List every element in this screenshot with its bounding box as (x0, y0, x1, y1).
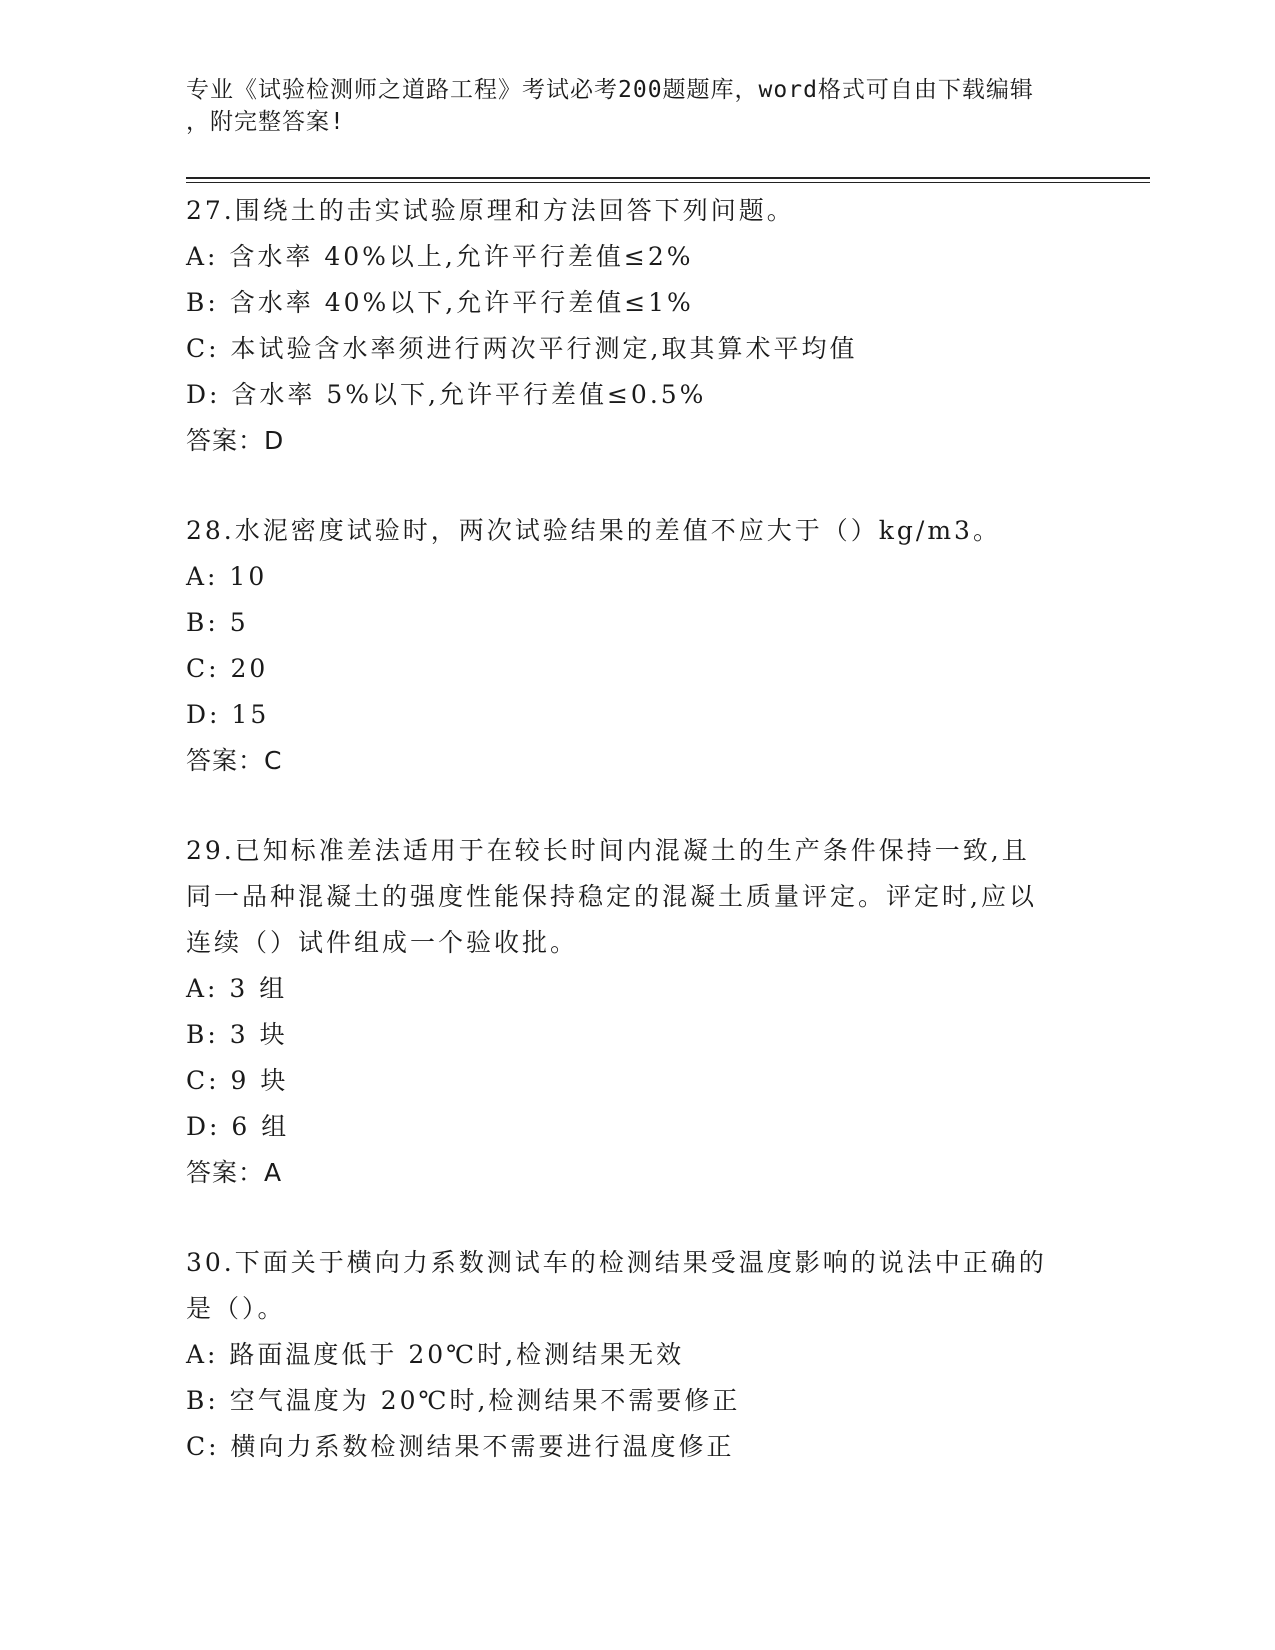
option-c: C: 9 块 (186, 1066, 289, 1095)
question-29 (186, 828, 1086, 1196)
question-stem-line-2: 同一品种混凝土的强度性能保持稳定的混凝土质量评定。评定时,应以 (186, 882, 1037, 911)
option-a: A: 3 组 (186, 974, 288, 1003)
option-a: A: 10 (186, 562, 268, 591)
option-b: B: 5 (186, 608, 249, 637)
question-stem: 28.水泥密度试验时，两次试验结果的差值不应大于（）kg/m3。 (186, 516, 1001, 545)
option-a: A: 路面温度低于 20℃时,检测结果无效 (186, 1340, 685, 1369)
question-30 (186, 1240, 1086, 1470)
document-header (186, 74, 1086, 138)
question-spacer (186, 464, 1086, 508)
option-d: D: 含水率 5%以下,允许平行差值≤0.5% (186, 380, 707, 409)
header-divider-thick (186, 177, 1150, 179)
option-a: A: 含水率 40%以上,允许平行差值≤2% (186, 242, 694, 271)
question-27 (186, 188, 1086, 464)
option-d: D: 15 (186, 700, 270, 729)
question-list (186, 188, 1086, 1470)
question-spacer (186, 784, 1086, 828)
option-c: C: 20 (186, 654, 269, 683)
answer-label: 答案：D (186, 426, 285, 455)
question-28 (186, 508, 1086, 784)
header-divider-thin (186, 182, 1150, 183)
option-d: D: 6 组 (186, 1112, 290, 1141)
question-stem-line-3: 连续（）试件组成一个验收批。 (186, 928, 579, 957)
option-b: B: 空气温度为 20℃时,检测结果不需要修正 (186, 1386, 741, 1415)
option-b: B: 含水率 40%以下,允许平行差值≤1% (186, 288, 694, 317)
option-b: B: 3 块 (186, 1020, 288, 1049)
option-c: C: 本试验含水率须进行两次平行测定,取其算术平均值 (186, 334, 858, 363)
header-line-1: 专业《试验检测师之道路工程》考试必考200题题库，word格式可自由下载编辑 (186, 77, 1034, 103)
answer-label: 答案：A (186, 1158, 283, 1187)
question-spacer (186, 1196, 1086, 1240)
question-stem-line-1: 29.已知标准差法适用于在较长时间内混凝土的生产条件保持一致,且 (186, 836, 1030, 865)
header-line-2: ，附完整答案! (186, 109, 345, 135)
answer-label: 答案：C (186, 746, 283, 775)
question-stem-line-1: 30.下面关于横向力系数测试车的检测结果受温度影响的说法中正确的 (186, 1248, 1047, 1277)
option-c: C: 横向力系数检测结果不需要进行温度修正 (186, 1432, 735, 1461)
question-stem-line-2: 是（）。 (186, 1294, 286, 1323)
question-stem: 27.围绕土的击实试验原理和方法回答下列问题。 (186, 196, 795, 225)
